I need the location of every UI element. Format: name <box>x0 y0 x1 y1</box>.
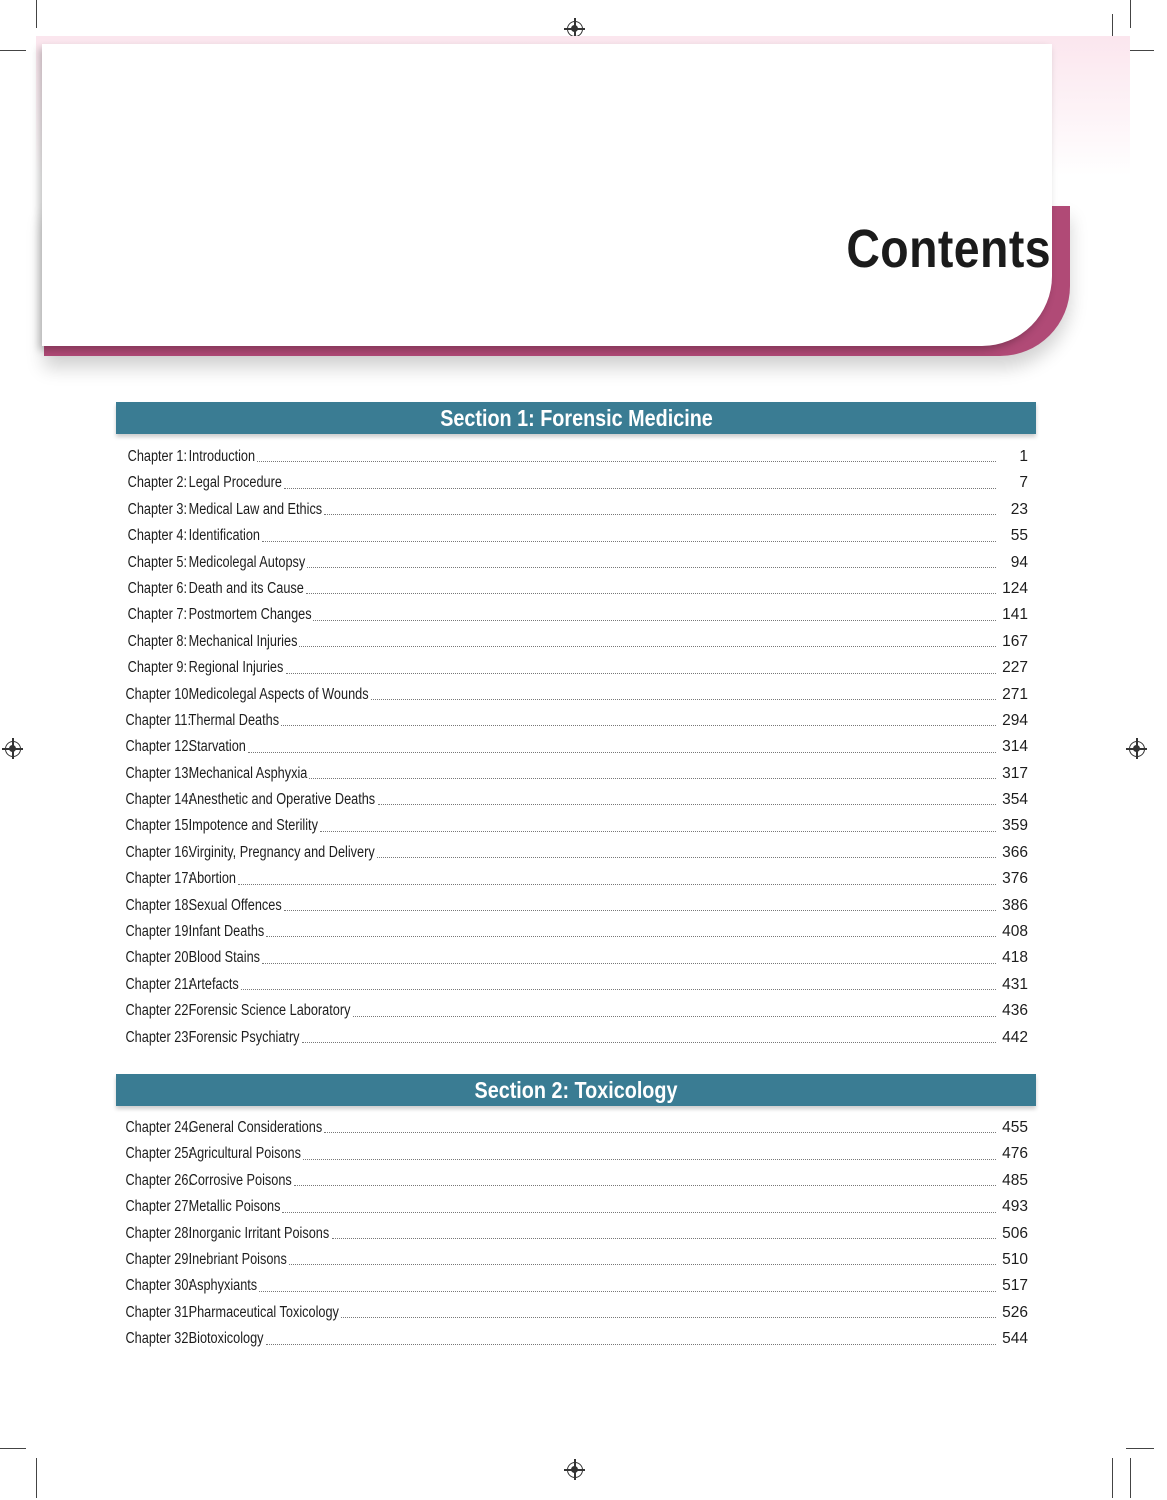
page-number: 418 <box>1002 949 1028 967</box>
chapter-title: Identification <box>188 527 261 545</box>
registration-mark-icon <box>1129 741 1145 757</box>
toc-entry[interactable] <box>112 1025 1032 1051</box>
page-number: 354 <box>1002 791 1028 809</box>
dot-leader <box>309 777 996 779</box>
crop-mark <box>1130 0 1131 28</box>
dot-leader <box>238 883 996 885</box>
dot-leader <box>324 513 996 515</box>
toc-entry[interactable] <box>112 576 1032 602</box>
chapter-number: Chapter 24: <box>125 1119 192 1136</box>
chapter-number: Chapter 4: <box>127 527 187 545</box>
chapter-title: Asphyxiants <box>188 1277 258 1295</box>
page-number: 167 <box>1002 632 1028 650</box>
page-number: 431 <box>1002 975 1028 993</box>
toc-entry[interactable] <box>112 945 1032 971</box>
toc-entry[interactable] <box>112 470 1032 496</box>
dot-leader <box>332 1237 996 1239</box>
dot-leader <box>306 592 996 594</box>
chapter-title: Agricultural Poisons <box>188 1145 301 1163</box>
dot-leader <box>299 645 996 647</box>
chapter-number: Chapter 14: <box>125 791 192 809</box>
dot-leader <box>302 1041 996 1043</box>
page-number: 455 <box>1002 1119 1028 1136</box>
toc-list <box>112 444 1032 1051</box>
chapter-title: Corrosive Poisons <box>188 1171 292 1189</box>
chapter-number: Chapter 25: <box>125 1145 192 1163</box>
chapter-number: Chapter 27: <box>125 1198 192 1216</box>
toc-entry[interactable] <box>112 998 1032 1024</box>
chapter-number: Chapter 32: <box>125 1330 192 1348</box>
chapter-title: Virginity, Pregnancy and Delivery <box>188 843 375 861</box>
page-number: 442 <box>1002 1028 1028 1046</box>
dot-leader <box>307 566 996 568</box>
page-number: 544 <box>1002 1330 1028 1348</box>
toc-entry[interactable] <box>112 919 1032 945</box>
toc-entry[interactable] <box>112 682 1032 708</box>
chapter-title: Abortion <box>188 870 236 888</box>
chapter-number: Chapter 30: <box>125 1277 192 1295</box>
chapter-title: Regional Injuries <box>188 659 284 677</box>
chapter-number: Chapter 16: <box>125 843 192 861</box>
chapter-title: Thermal Deaths <box>188 711 280 729</box>
page-number: 1 <box>1019 448 1028 465</box>
page-number: 408 <box>1002 923 1028 941</box>
dot-leader <box>284 487 996 489</box>
toc-list <box>112 1115 1032 1353</box>
crop-mark <box>36 1458 37 1498</box>
section-title: Section 2: Toxicology <box>474 1077 678 1103</box>
toc-entry[interactable] <box>112 1326 1032 1352</box>
page-number: 359 <box>1002 817 1028 835</box>
registration-mark-icon <box>567 1462 583 1478</box>
dot-leader <box>289 1263 996 1265</box>
page-number: 141 <box>1002 606 1028 624</box>
dot-leader <box>284 909 996 911</box>
chapter-number: Chapter 29: <box>125 1250 192 1268</box>
chapter-number: Chapter 20: <box>125 949 192 967</box>
dot-leader <box>371 698 996 700</box>
toc-entry[interactable] <box>112 1194 1032 1220</box>
chapter-title: Mechanical Injuries <box>188 632 298 650</box>
toc-entry[interactable] <box>112 787 1032 813</box>
chapter-number: Chapter 6: <box>127 579 187 597</box>
chapter-title: Forensic Science Laboratory <box>188 1002 351 1020</box>
crop-mark <box>1126 1448 1154 1449</box>
page-number: 7 <box>1019 474 1028 492</box>
page-number: 317 <box>1002 764 1028 782</box>
chapter-number: Chapter 3: <box>127 500 187 518</box>
dot-leader <box>257 460 996 462</box>
dot-leader <box>259 1290 996 1292</box>
toc-entry[interactable] <box>112 497 1032 523</box>
toc-entry[interactable] <box>112 813 1032 839</box>
dot-leader <box>241 988 996 990</box>
toc-entry[interactable] <box>112 602 1032 628</box>
chapter-title: Artefacts <box>188 975 239 993</box>
chapter-number: Chapter 22: <box>125 1002 192 1020</box>
toc-entry[interactable] <box>112 1115 1032 1141</box>
chapter-title: Medicolegal Aspects of Wounds <box>188 685 369 703</box>
chapter-number: Chapter 17: <box>125 870 192 888</box>
contents-banner <box>36 36 1130 366</box>
chapter-number: Chapter 18: <box>125 896 192 914</box>
section-header <box>116 402 1036 434</box>
toc-entry[interactable] <box>112 655 1032 681</box>
page-number: 294 <box>1002 711 1028 729</box>
chapter-number: Chapter 23: <box>125 1028 192 1046</box>
crop-mark <box>1130 1458 1131 1498</box>
chapter-title: Death and its Cause <box>188 579 304 597</box>
crop-mark <box>0 50 26 51</box>
dot-leader <box>262 962 996 964</box>
toc-entry[interactable] <box>112 550 1032 576</box>
dot-leader <box>313 619 996 621</box>
page-number: 510 <box>1002 1250 1028 1268</box>
chapter-title: Blood Stains <box>188 949 261 967</box>
chapter-number: Chapter 26: <box>125 1171 192 1189</box>
toc-entry[interactable] <box>112 734 1032 760</box>
chapter-number: Chapter 31: <box>125 1303 192 1321</box>
chapter-number: Chapter 13: <box>125 764 192 782</box>
chapter-number: Chapter 10: <box>125 685 192 703</box>
dot-leader <box>266 1343 996 1345</box>
toc-entry[interactable] <box>112 1247 1032 1273</box>
chapter-number: Chapter 19: <box>125 923 192 941</box>
page-number: 506 <box>1002 1224 1028 1242</box>
chapter-title: Biotoxicology <box>188 1330 264 1348</box>
toc-entry[interactable] <box>112 444 1032 470</box>
toc-entry[interactable] <box>112 1221 1032 1247</box>
page-number: 94 <box>1010 553 1028 571</box>
page-number: 476 <box>1002 1145 1028 1163</box>
page-number: 55 <box>1010 527 1028 545</box>
toc-entry[interactable] <box>112 1300 1032 1326</box>
page-number: 386 <box>1002 896 1028 914</box>
crop-mark <box>0 1448 26 1449</box>
chapter-number: Chapter 7: <box>127 606 187 624</box>
chapter-title: Anesthetic and Operative Deaths <box>188 791 376 809</box>
page-number: 493 <box>1002 1198 1028 1216</box>
chapter-title: Infant Deaths <box>188 923 265 941</box>
page-number: 436 <box>1002 1002 1028 1020</box>
chapter-title: Starvation <box>188 738 246 756</box>
page-number: 271 <box>1002 685 1028 703</box>
chapter-title: Inebriant Poisons <box>188 1250 287 1268</box>
chapter-number: Chapter 21: <box>125 975 192 993</box>
dot-leader <box>281 724 996 726</box>
chapter-number: Chapter 9: <box>127 659 187 677</box>
dot-leader <box>324 1131 996 1133</box>
dot-leader <box>294 1184 996 1186</box>
dot-leader <box>303 1158 996 1160</box>
chapter-title: Pharmaceutical Toxicology <box>188 1303 339 1321</box>
page-number: 366 <box>1002 843 1028 861</box>
page-number: 485 <box>1002 1171 1028 1189</box>
dot-leader <box>377 856 996 858</box>
dot-leader <box>320 830 996 832</box>
chapter-number: Chapter 5: <box>127 553 187 571</box>
banner-card <box>42 44 1052 346</box>
chapter-title: Metallic Poisons <box>188 1198 281 1216</box>
page-number: 517 <box>1002 1277 1028 1295</box>
chapter-number: Chapter 15: <box>125 817 192 835</box>
chapter-number: Chapter 11: <box>125 711 191 729</box>
dot-leader <box>286 672 996 674</box>
crop-mark <box>36 0 37 28</box>
chapter-number: Chapter 28: <box>125 1224 192 1242</box>
toc-entry[interactable] <box>112 972 1032 998</box>
chapter-title: Postmortem Changes <box>188 606 312 624</box>
toc-entry[interactable] <box>112 893 1032 919</box>
toc-entry[interactable] <box>112 866 1032 892</box>
chapter-title: Medicolegal Autopsy <box>188 553 306 571</box>
chapter-title: Sexual Offences <box>188 896 282 914</box>
chapter-title: Impotence and Sterility <box>188 817 318 835</box>
chapter-title: Mechanical Asphyxia <box>188 764 308 782</box>
toc-entry[interactable] <box>112 1168 1032 1194</box>
chapter-number: Chapter 2: <box>127 474 187 492</box>
chapter-number: Chapter 8: <box>127 632 187 650</box>
page-number: 314 <box>1002 738 1028 756</box>
page-title: Contents <box>846 219 1051 279</box>
registration-mark-icon <box>567 21 583 37</box>
toc-entry[interactable] <box>112 523 1032 549</box>
toc-entry[interactable] <box>112 1273 1032 1299</box>
page-number: 376 <box>1002 870 1028 888</box>
toc-entry[interactable] <box>112 761 1032 787</box>
chapter-title: Medical Law and Ethics <box>188 500 323 518</box>
dot-leader <box>353 1015 996 1017</box>
dot-leader <box>266 935 996 937</box>
crop-mark <box>1126 50 1154 51</box>
registration-mark-icon <box>5 741 21 757</box>
toc-entry[interactable] <box>112 708 1032 734</box>
page-number: 526 <box>1002 1303 1028 1321</box>
dot-leader <box>282 1211 996 1213</box>
section-header <box>116 1074 1036 1106</box>
dot-leader <box>248 751 996 753</box>
chapter-title: Inorganic Irritant Poisons <box>188 1224 330 1242</box>
dot-leader <box>262 540 996 542</box>
dot-leader <box>341 1316 996 1318</box>
crop-mark <box>1112 1458 1113 1498</box>
chapter-title: Introduction <box>188 448 256 465</box>
page-number: 124 <box>1002 579 1028 597</box>
chapter-title: Legal Procedure <box>188 474 282 492</box>
section-title: Section 1: Forensic Medicine <box>439 405 713 431</box>
dot-leader <box>378 803 996 805</box>
toc-entry[interactable] <box>112 840 1032 866</box>
chapter-number: Chapter 12: <box>125 738 192 756</box>
toc-entry[interactable] <box>112 1141 1032 1167</box>
chapter-title: General Considerations <box>188 1119 323 1136</box>
page-number: 23 <box>1010 500 1028 518</box>
page-number: 227 <box>1002 659 1028 677</box>
toc-entry[interactable] <box>112 629 1032 655</box>
chapter-title: Forensic Psychiatry <box>188 1028 300 1046</box>
chapter-number: Chapter 1: <box>127 448 187 465</box>
